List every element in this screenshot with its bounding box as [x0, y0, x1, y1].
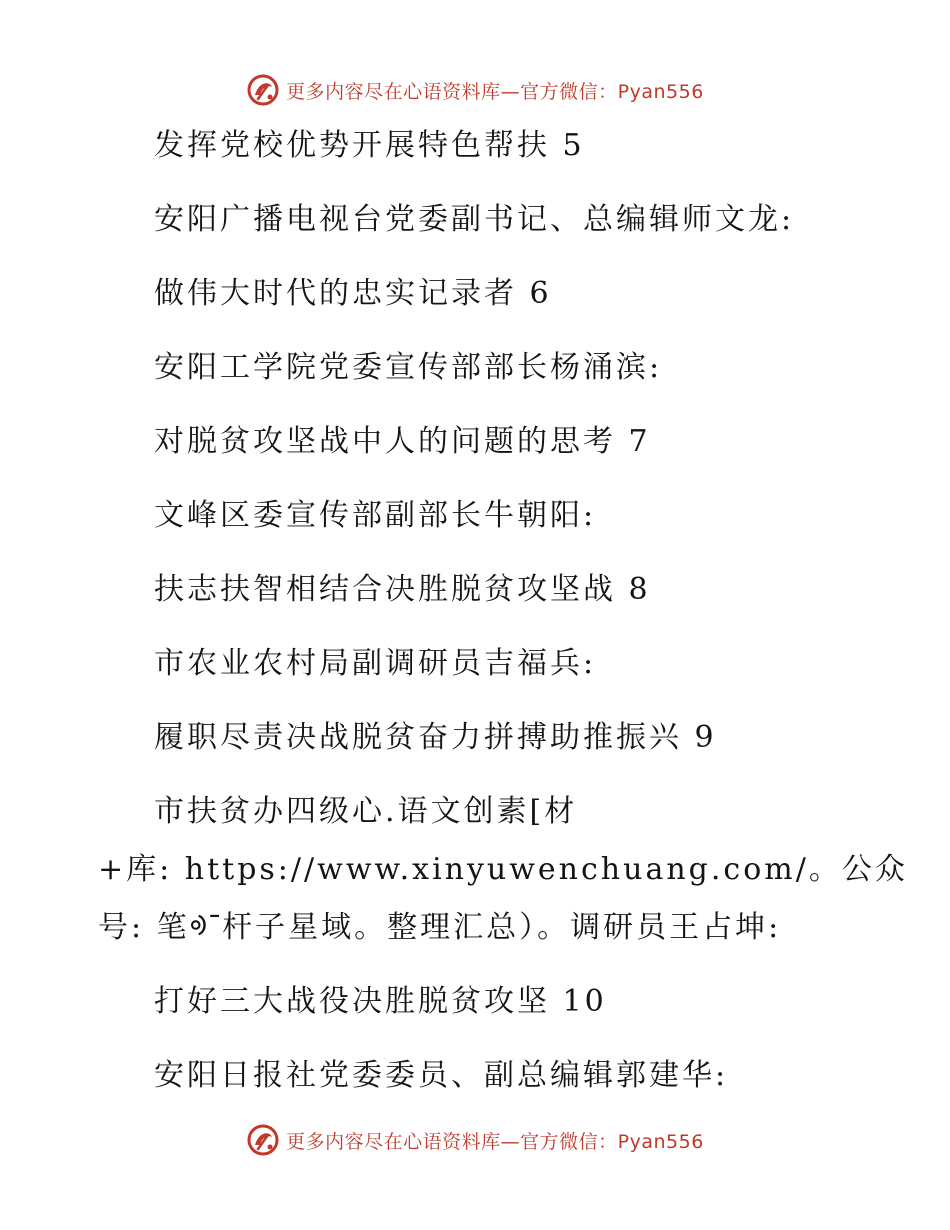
toc-line: 发挥党校优势开展特色帮扶 5 — [154, 128, 585, 163]
toc-line: 扶志扶智相结合决胜脱贫攻坚战 8 — [154, 572, 651, 607]
red-swirl-logo-icon — [246, 73, 280, 107]
toc-line: 市扶贫办四级心.语文创素[材 — [154, 794, 578, 829]
toc-line: 安阳日报社党委委员、副总编辑郭建华: — [154, 1058, 729, 1093]
header-banner — [0, 70, 950, 110]
toc-line: 履职尽责决战脱贫奋力拼搏助推振兴 9 — [154, 720, 717, 755]
toc-line: 做伟大时代的忠实记录者 6 — [154, 276, 552, 311]
banner-text: 更多内容尽在心语资料库—官方微信：Pyan556 — [286, 80, 704, 103]
red-swirl-logo-icon — [246, 1123, 280, 1157]
banner-text: 更多内容尽在心语资料库—官方微信：Pyan556 — [286, 1130, 704, 1153]
toc-line: 市农业农村局副调研员吉福兵: — [154, 646, 597, 681]
toc-line: 安阳工学院党委宣传部部长杨涌滨: — [154, 350, 663, 385]
toc-line: 打好三大战役决胜脱贫攻坚 10 — [154, 984, 607, 1019]
toc-line: 安阳广播电视台党委副书记、总编辑师文龙: — [154, 202, 795, 237]
toc-line: 对脱贫攻坚战中人的问题的思考 7 — [154, 424, 651, 459]
toc-line: 号: 笔ᢀ¯杆子星域。整理汇总）。调研员王占坤: — [98, 910, 782, 945]
toc-line: 文峰区委宣传部副部长牛朝阳: — [154, 498, 597, 533]
footer-banner — [0, 1120, 950, 1160]
toc-line: +库: https://www.xinyuwenchuang.com/。公众 — [98, 852, 908, 887]
